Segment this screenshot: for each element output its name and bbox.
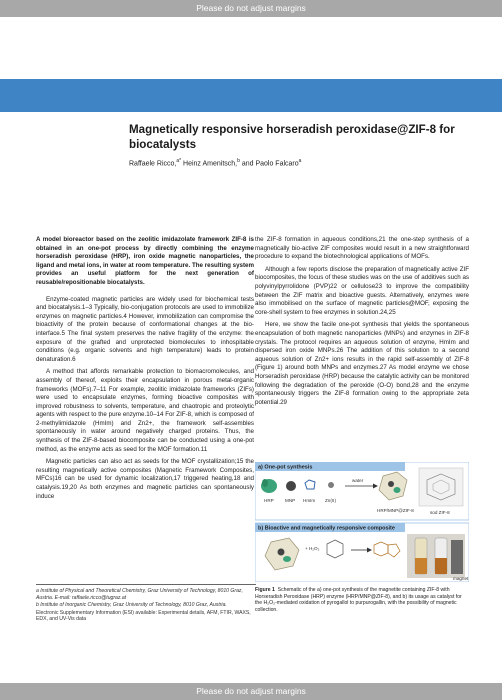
abstract: A model bioreactor based on the zeolitic imidazolate framework ZIF-8 is obtained in an one-pot process by directly combining the enzyme horseradish peroxidase (HRP), iron oxide magnetic nanoparticles, the ligand and metal ions, in water at room temperature. The resulting system provides an useful platform for the next generation of reusable/repositionable biocatalysts.: [36, 236, 254, 286]
hrp-label: HRP: [264, 498, 274, 503]
author-3-affiliation: a: [298, 158, 302, 164]
sod-structure-icon: [419, 468, 463, 506]
author-list: [129, 158, 459, 167]
vials-photo: [407, 534, 465, 578]
body-paragraph: the ZIF-8 formation in aqueous conditions,21 the one-step synthesis of a magnetically bio-active ZIF composites would result in a new straightforward procedure to expand the biotechnological applications of MOFs.: [255, 236, 469, 261]
panel-b-label: b) Bioactive and magnetically responsive composite: [258, 525, 395, 532]
figure-1-caption: [255, 587, 469, 614]
zn-label: Zn(II): [325, 498, 336, 503]
left-column: [36, 236, 254, 505]
author-3: and Paolo Falcaro: [239, 160, 299, 168]
mnp-label: MNP: [285, 498, 296, 503]
bottom-margin-notice: Please do not adjust margins: [0, 683, 502, 700]
figure-1: [255, 462, 469, 582]
body-paragraph: Although a few reports disclose the preparation of magnetically active ZIF biocomposites, the focus of these studies was on the use of additives such as polyvinylpyrrolidone (PVP)22 or cellulose23 to improve the compatibility between the ZIF matrix and bioactive guests. Alternatively, enzymes were also immobilised on the surface of magnetic particles@MOF, exposing the core-shell system to free enzymes in solution.24,25: [255, 265, 469, 316]
body-paragraph: Here, we show the facile one-pot synthesis that yields the spontaneous encapsulation of both magnetic nanoparticles (MNPs) and enzymes in ZIF-8 crystals. The protocol requires an aqueous solution of enzyme, HmIm and dispersed iron oxide MNPs.26 The addition of this solution to a second aqueous solution of Zn2+ ions results in the rapid self-assembly of ZIF-8 (Figure 1) around both MNPs and enzymes.27 As model enzyme we chose Horseradish peroxidase (HRP) because the catalytic activity can be monitored following the degradation of the peroxide (O-O) bond,28 and the enzyme spontaneously triggers the ZIF-8 formation owing to the appropriate zeta potential.29: [255, 321, 469, 406]
hrp-enzyme-icon: [261, 479, 277, 493]
magnet-block: [451, 540, 463, 574]
footnote-affiliation-b: b Institute of Inorganic Chemistry, Graz University of Technology, 8010 Graz, Austria.: [36, 602, 227, 609]
sod-label: sod ZIF-8: [430, 510, 450, 515]
panel-a-label: a) One-pot synthesis: [258, 464, 313, 471]
article-title: Magnetically responsive horseradish peroxidase@ZIF-8 for biocatalysts: [129, 123, 455, 151]
water-label: water: [352, 478, 364, 483]
right-column: [255, 236, 469, 411]
author-2: Heinz Amenitsch,: [181, 160, 238, 168]
caption-text: Schematic of the a) one-pot synthesis of the magnetite containing ZIF-8 with Horseradish Peroxidase (HRP) enzyme (HRP/MNP@ZIF-8), and b) its usage as catalyst for the H₂O₂-mediated oxidation of pyrogallol to purpurogallin, with the possibility of magnetic collection.: [255, 587, 462, 614]
magnet-label: magnet: [453, 576, 469, 581]
figure-1-schematic: [255, 462, 469, 582]
h2o2-label: + H₂O₂: [305, 546, 320, 551]
footnote-affiliation-a: a Institute of Physical and Theoretical Chemistry, Graz University of Technology, 8010 Graz, Austria. E-mail: raffaele.ricco@tugraz.at: [36, 588, 243, 601]
zn-ion-icon: [328, 482, 334, 488]
hmim-label: HmIm: [303, 498, 316, 503]
body-paragraph: Enzyme-coated magnetic particles are widely used for biochemical tests and biocatalysis.1–3 Typically, bio-conjugation protocols are used to immobilize enzymes on magnetic particles.4 However, immobilization can compromise the bioactivity of the protein because of conformational changes at the bio-interface.5 The final system preserves the native fragility of the enzyme: the exposure of the grafted and unprotected biomolecules to inhospitable conditions (e.g. organic solvents and high temperature) leads to protein denaturation.6: [36, 295, 254, 363]
body-paragraph: A method that affords remarkable protection to biomacromolecules, and assembly of thereof, exploits their encapsulation in porous metal-organic frameworks (MOFs).7–11 For example, zeolitic imidazolate frameworks (ZIFs) were used to encapsulate enzymes, forming bioactive composites with improved robustness to solvents, temperature, and chaotropic and proteolytic agents with respect to the pure enzyme.10–14 For ZIF-8, which is composed of 2-methylimidazole (HmIm) and Zn2+, the framework self-assembles spontaneously in water around negatively charged proteins. Thus, the synthesis of the ZIF-8-based biocomposite can be conducted using a one-pot method, as the enzyme acts as seed for the MOF formation.11: [36, 368, 254, 453]
product-label: HRP/MNP@ZIF-8: [377, 508, 414, 513]
footnote-esi: Electronic Supplementary Information (ESI) available: Experimental details, AFM, FTIR, WAXS, EDX, and UV-Vis data: [36, 609, 251, 623]
author-2-affiliation: b: [237, 158, 240, 164]
author-1: Raffaele Ricco,: [129, 160, 177, 168]
top-margin-notice: Please do not adjust margins: [0, 0, 502, 17]
journal-header-band: [0, 79, 502, 112]
author-1-affiliation: a*: [176, 158, 182, 164]
caption-label: Figure 1: [255, 587, 275, 593]
body-paragraph: Magnetic particles can also act as seeds for the MOF crystallization;15 the resulting magnetically active composites (Magnetic Framework Composites, MFCs)16 can be used for dynamic localization,17 triggered heating,18 and catalysis.19,20 As both enzymes and magnetic particles can spontaneously induce: [36, 458, 254, 500]
mnp-icon: [286, 481, 296, 491]
affiliation-footnotes: [36, 584, 256, 624]
